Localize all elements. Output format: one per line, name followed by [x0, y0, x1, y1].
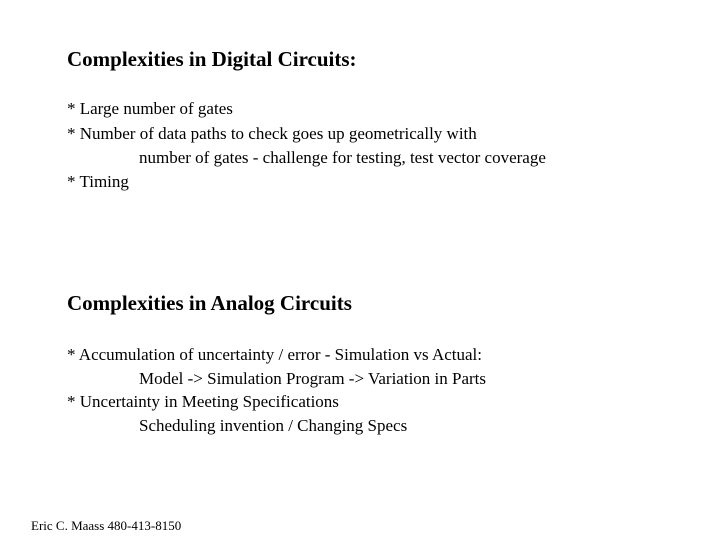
analog-heading: Complexities in Analog Circuits	[67, 291, 352, 315]
digital-bullet-data-paths: * Number of data paths to check goes up geometrically with	[67, 124, 477, 143]
analog-bullet-specifications: * Uncertainty in Meeting Specifications	[67, 392, 339, 411]
digital-bullet-gates: * Large number of gates	[67, 99, 233, 118]
digital-heading: Complexities in Digital Circuits:	[67, 47, 357, 71]
analog-bullet-accumulation: * Accumulation of uncertainty / error - Simulation vs Actual:	[67, 345, 482, 364]
footer-author-contact: Eric C. Maass 480-413-8150	[31, 518, 182, 533]
analog-bullet-specifications-continued: Scheduling invention / Changing Specs	[139, 416, 408, 435]
analog-bullet-accumulation-continued: Model -> Simulation Program -> Variation in Parts	[139, 369, 487, 388]
digital-bullet-data-paths-continued: number of gates - challenge for testing, test vector coverage	[139, 148, 546, 167]
digital-bullet-timing: * Timing	[67, 172, 129, 191]
